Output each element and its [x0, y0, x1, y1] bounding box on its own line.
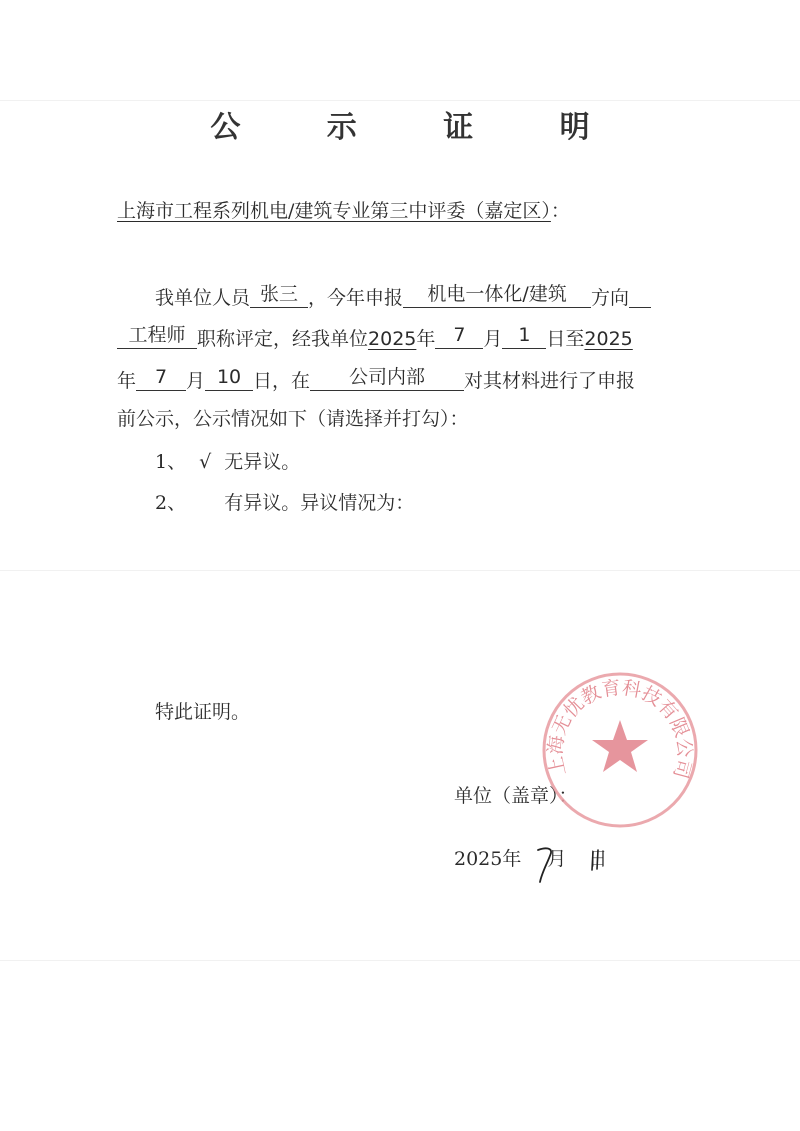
end-month-field: 7: [136, 368, 186, 391]
month-label: 月: [483, 328, 503, 350]
start-month-field: 7: [435, 326, 483, 349]
closing-text: 特此证明。: [155, 701, 251, 723]
company-seal: [540, 670, 700, 830]
star-icon: [592, 720, 648, 772]
option-number: 2、: [155, 492, 187, 514]
para-line-1: [155, 285, 651, 308]
text-mid4: 对其材料进行了申报: [464, 370, 636, 392]
title-level-field: 工程师: [117, 326, 197, 349]
date-day-label: 日: [588, 848, 608, 870]
year-label: 年: [416, 328, 436, 350]
direction-field: 机电一体化/建筑: [403, 285, 591, 308]
place-field: 公司内部: [310, 368, 464, 391]
year-label: 年: [117, 370, 137, 392]
scan-line: [0, 960, 800, 961]
check-mark-icon: √: [199, 451, 212, 473]
document-title: 公 示 证 明: [210, 110, 628, 145]
date-year-label: 年: [502, 848, 522, 870]
text-mid2: 方向: [591, 287, 630, 309]
start-day-field: 1: [502, 326, 546, 349]
date-month-label: 月: [547, 848, 567, 870]
text-to: 日至: [546, 328, 585, 350]
date-year: 2025: [454, 848, 503, 870]
scan-line: [0, 570, 800, 571]
option-number: 1、: [155, 451, 187, 473]
start-year-field: 2025: [368, 328, 417, 350]
addressee-name: 上海市工程系列机电/建筑专业第三中评委（嘉定区）: [117, 200, 551, 222]
applicant-name-field: 张三: [250, 285, 308, 308]
blank-tail: [629, 285, 651, 308]
text-mid1: ，今年申报: [308, 287, 404, 309]
seal-text: 上海无忧教育科技有限公司: [544, 676, 696, 781]
option-1: [155, 453, 300, 472]
end-day-field: 10: [205, 368, 253, 391]
text-mid3: 职称评定，经我单位: [197, 328, 369, 350]
text-prefix: 我单位人员: [155, 287, 251, 309]
handwritten-date-strokes: [524, 838, 624, 886]
addressee-colon: ：: [550, 200, 570, 222]
para-line-2: [117, 326, 633, 349]
addressee: [117, 202, 570, 221]
para-line-4: 前公示，公示情况如下（请选择并打勾）：: [117, 408, 469, 430]
scan-line: [0, 100, 800, 101]
para-line-3: [117, 368, 635, 391]
text-day-at: 日，在: [253, 370, 311, 392]
option-text: 无异议。: [224, 451, 301, 473]
option-text: 有异议。异议情况为：: [224, 492, 415, 514]
unit-stamp-label: 单位（盖章）：: [454, 785, 578, 807]
month-label: 月: [186, 370, 206, 392]
end-year-field: 2025: [584, 328, 633, 350]
option-2: [155, 494, 414, 513]
